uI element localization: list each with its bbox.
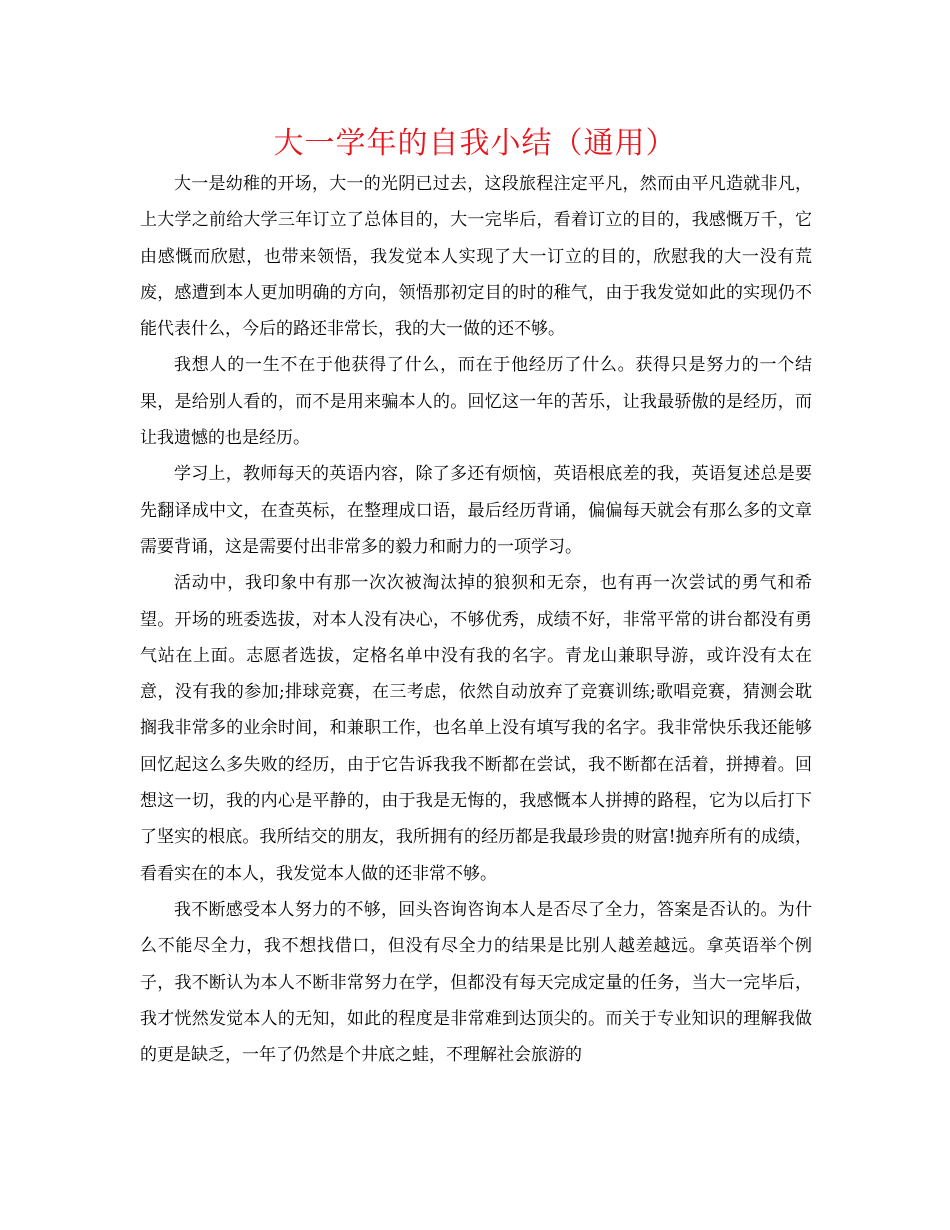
paragraph-2: 我想人的一生不在于他获得了什么，而在于他经历了什么。获得只是努力的一个结果，是给别人看的，而不是用来骗本人的。回忆这一年的苦乐，让我最骄傲的是经历，而让我遗憾的也是经历。 [140, 355, 812, 449]
paragraph-4: 活动中，我印象中有那一次次被淘汰掉的狼狈和无奈，也有再一次尝试的勇气和希望。开场的班委选拔，对本人没有决心，不够优秀，成绩不好，非常平常的讲台都没有勇气站在上面。志愿者选拔，定格名单中没有我的名字。青龙山兼职导游，或许没有太在意，没有我的参加;排球竞赛，在三考虑，依然自动放弃了竞赛训练;歌唱竞赛，猜测会耽搁我非常多的业余时间，和兼职工作，也名单上没有填写我的名字。我非常快乐我还能够回忆起这么多失败的经历，由于它告诉我我不断都在尝试，我不断都在活着，拼搏着。回想这一切，我的内心是平静的，由于我是无悔的，我感慨本人拼搏的路程，它为以后打下了坚实的根底。我所结交的朋友，我所拥有的经历都是我最珍贵的财富!抛弃所有的成绩，看看实在的本人，我发觉本人做的还非常不够。 [140, 573, 812, 884]
paragraph-3: 学习上，教师每天的英语内容，除了多还有烦恼，英语根底差的我，英语复述总是要先翻译成中文，在查英标，在整理成口语，最后经历背诵，偏偏每天就会有那么多的文章需要背诵，这是需要付出非常多的毅力和耐力的一项学习。 [140, 464, 812, 557]
paragraph-1: 大一是幼稚的开场，大一的光阴已过去，这段旅程注定平凡，然而由平凡造就非凡，上大学之前给大学三年订立了总体目的，大一完毕后，看着订立的目的，我感慨万千，它由感慨而欣慰，也带来领悟，我发觉本人实现了大一订立的目的，欣慰我的大一没有荒废，感遭到本人更加明确的方向，领悟那初定目的时的稚气，由于我发觉如此的实现仍不能代表什么，今后的路还非常长，我的大一做的还不够。 [140, 174, 812, 340]
document-title: 大一学年的自我小结（通用） [273, 126, 677, 161]
paragraph-5: 我不断感受本人努力的不够，回头咨询咨询本人是否尽了全力，答案是否认的。为什么不能尽全力，我不想找借口，但没有尽全力的结果是比别人越差越远。拿英语举个例子，我不断认为本人不断非常努力在学，但都没有每天完成定量的任务，当大一完毕后，我才恍然发觉本人的无知，如此的程度是非常难到达顶尖的。而关于专业知识的理解我做的更是缺乏，一年了仍然是个井底之蛙，不理解社会旅游的 [140, 899, 812, 1066]
document-body [140, 166, 812, 1073]
